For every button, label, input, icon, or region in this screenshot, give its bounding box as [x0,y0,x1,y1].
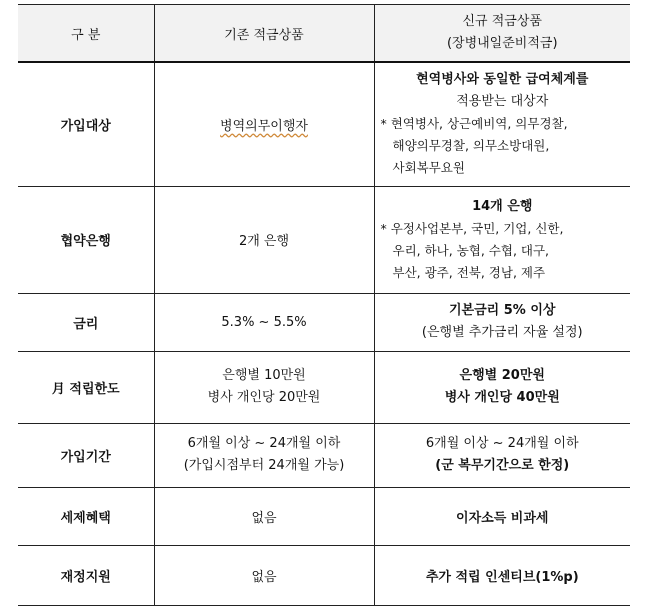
table-row [18,186,630,293]
existing-value: 2개 은행 [154,186,374,293]
row-category: 재정지원 [18,545,154,605]
header-category: 구 분 [18,5,154,63]
new-main-line: 은행별 20만원 [459,368,545,383]
note-line: 해양의무경찰, 의무소방대원, [392,138,550,154]
new-main-line: 현역병사와 동일한 급여체계를 [416,72,589,88]
note-line: * 현역병사, 상근예비역, 의무경찰, [380,116,568,132]
note-line: 부산, 광주, 전북, 경남, 제주 [392,264,546,280]
new-value [374,186,630,293]
new-value: 추가 적립 인센티브(1%p) [374,545,630,605]
new-sub-line: (은행별 추가금리 자율 설정) [421,325,583,340]
table-row [18,62,630,186]
comparison-table [18,4,630,606]
row-category: 가입기간 [18,423,154,487]
existing-line: (가입시점부터 24개월 가능) [183,458,345,473]
note-line: * 우정사업본부, 국민, 기업, 신한, [380,220,564,236]
new-main-line: 병사 개인당 40만원 [444,390,560,405]
header-new-title: 신규 적금상품 [462,14,542,29]
existing-value: 없음 [154,545,374,605]
header-new-product [374,5,630,63]
new-value [374,293,630,351]
row-category: 月 적립한도 [18,351,154,423]
header-new-subtitle: (장병내일준비적금) [446,36,558,51]
existing-value: 5.3% ~ 5.5% [154,293,374,351]
existing-value [154,351,374,423]
new-value [374,62,630,186]
table-row [18,423,630,487]
row-category: 세제혜택 [18,487,154,545]
new-value [374,351,630,423]
note-line: 우리, 하나, 농협, 수협, 대구, [392,242,550,258]
table-row [18,293,630,351]
new-value: 이자소득 비과세 [374,487,630,545]
table-header-row [18,5,630,63]
existing-line: 6개월 이상 ~ 24개월 이하 [187,436,341,451]
new-main-line: 14개 은행 [472,198,533,214]
table-row [18,351,630,423]
new-main-line: 기본금리 5% 이상 [449,303,556,318]
note-line: 사회복무요원 [392,160,465,176]
existing-line: 은행별 10만원 [222,368,306,383]
existing-value [154,423,374,487]
new-value [374,423,630,487]
existing-value: 없음 [154,487,374,545]
row-category: 협약은행 [18,186,154,293]
header-existing-product: 기존 적금상품 [154,5,374,63]
row-category: 금리 [18,293,154,351]
existing-text: 병역의무이행자 [220,118,308,134]
new-sub-line: 적용받는 대상자 [456,94,549,110]
existing-line: 병사 개인당 20만원 [207,390,321,405]
new-sub-line: 6개월 이상 ~ 24개월 이하 [425,436,579,451]
table-row [18,487,630,545]
row-category: 가입대상 [18,62,154,186]
existing-value [154,62,374,186]
table-row [18,545,630,605]
new-main-line: (군 복무기간으로 한정) [435,458,570,473]
